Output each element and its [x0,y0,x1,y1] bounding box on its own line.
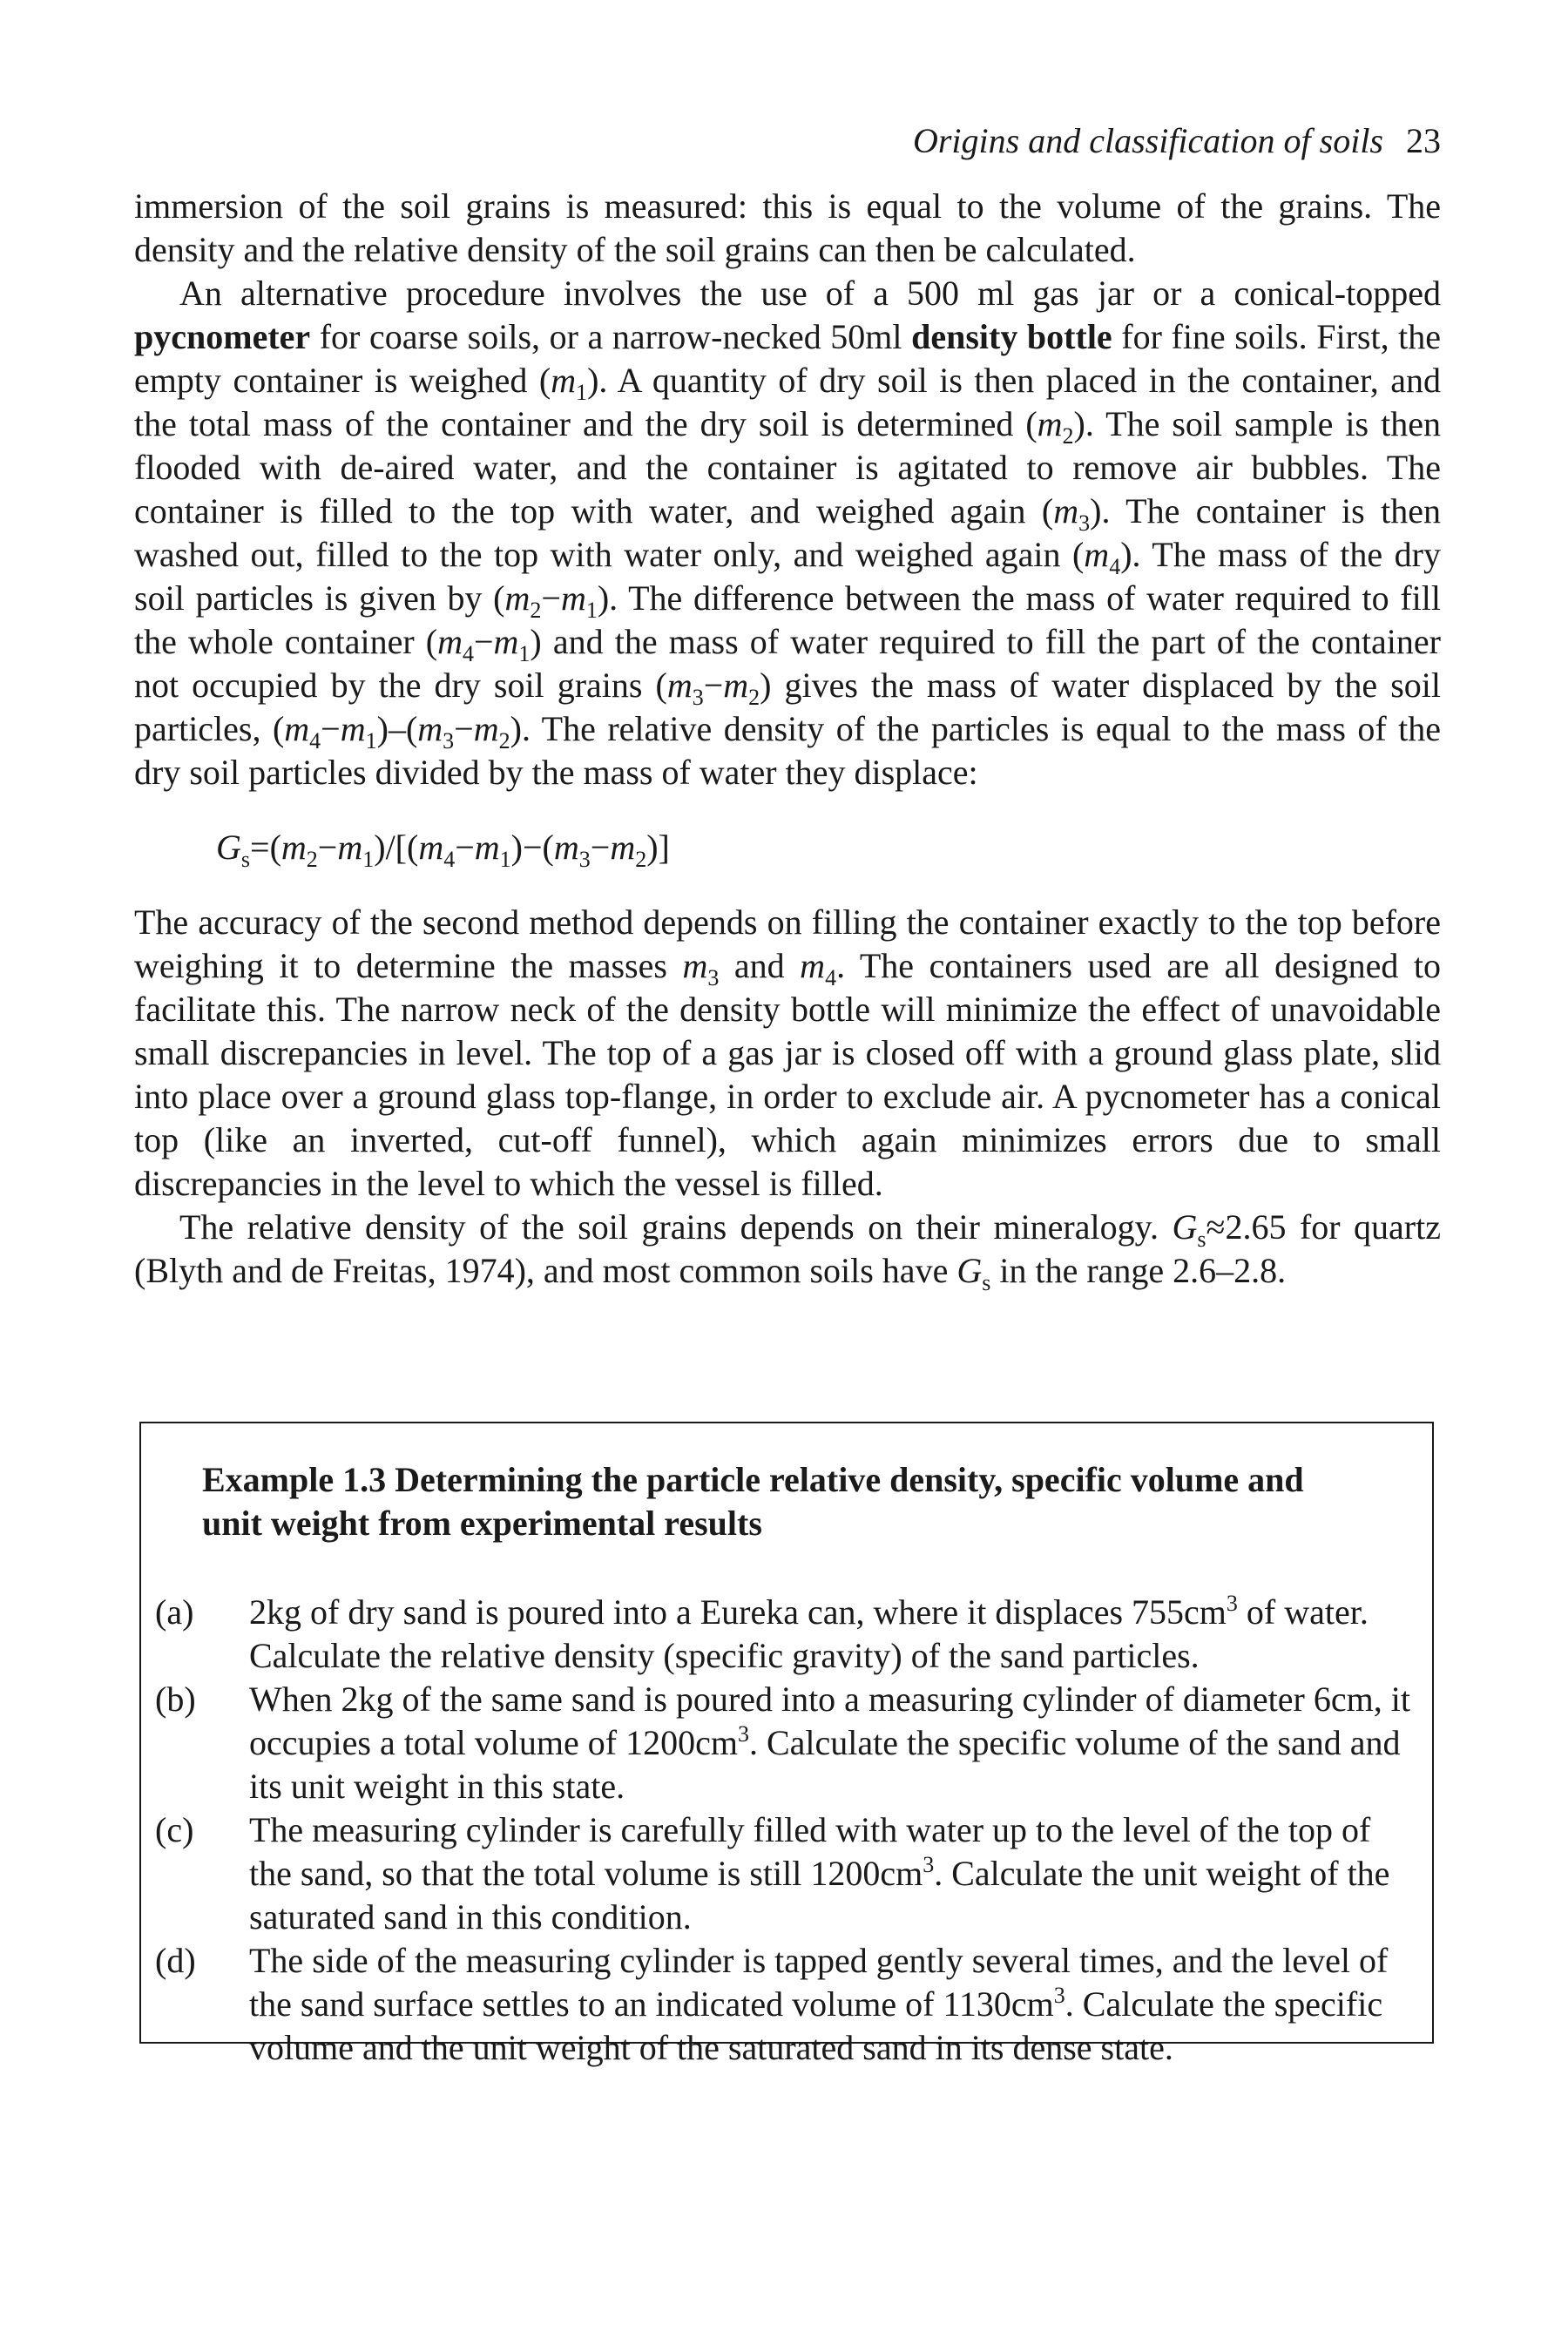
paragraph-3: The accuracy of the second method depends on filling the container exactly to the top before weighing it to determine the masses $m_3$ and $m_4$. The containers used are all designed to facilitate this. The narrow neck of the density bottle will minimize the effect of unavoidable small discrepancies in level. The top of a gas jar is closed off with a ground glass plate, slid into place over a ground glass top-flange, in order to exclude air. A pycnometer has a conical top (like an inverted, cut-off funnel), which again minimizes errors due to small discrepancies in the level to which the vessel is filled. [134,902,1441,1203]
paragraph-4: The relative density of the soil grains depends on their mineralogy. $G_s\approx 2.65$ for quartz (Blyth and de Freitas, 1974), and most common soils have $G_s$ in the range 2.6–2.8. [134,1207,1441,1295]
example-box [139,1422,1434,2067]
body-text [134,185,1441,1293]
example-item-c: (c) The measuring cylinder is carefully filled with water up to the level of the top of the sand, so that the total volume is still $1200cm^3$. Calculate the unit weight of the saturated sand in this condition. [155,1810,1390,1936]
equation-gs: $G_s=(m_2-m_1)/[(m_4-m_1)-(m_3-m_2)]$ [216,828,670,872]
running-header-title: Origins and classification of soils [912,121,1383,160]
paragraph-2: An alternative procedure involves the use of a 500 ml gas jar or a conical-topped pycnometer for coarse soils, or a narrow-necked 50ml density bottle for fine soils. First, the empty container is weighed $(m_1)$. A quantity of dry soil is then placed in the container, and the total mass of the container and the dry soil is determined $(m_2)$. The soil sample is then flooded with de-aired water, and the container is agitated to remove air bubbles. The container is filled to the top with water, and weighed again $(m_3)$. The container is then washed out, filled to the top with water only, and weighed again $(m_4)$. The mass of the dry soil particles is given by $(m_2-m_1)$. The difference between the mass of water required to fill the whole container $(m_4-m_1)$ and the mass of water required to fill the part of the container not occupied by the dry soil grains $(m_3-m_2)$ gives the mass of water displaced by the soil particles, $(m_4-m_1)-(m_3-m_2)$. The relative density of the particles is equal to the mass of the dry soil particles divided by the mass of water they displace: [134,274,1442,792]
item-label: (c) [155,1810,194,1849]
example-item-a: (a) 2kg of dry sand is poured into a Eureka can, where it displaces $755cm^3$ of water. Calculate the relative density (specific gravity) of the sand particles. [155,1591,1369,1675]
page-number: 23 [1406,121,1441,160]
item-label: (b) [155,1680,196,1719]
item-label: (d) [155,1941,196,1980]
paragraph-1: immersion of the soil grains is measured: this is equal to the volume of the grains. The density and the relative density of the soil grains can then be calculated. [134,186,1441,269]
example-item-d: (d) The side of the measuring cylinder is tapped gently several times, and the level of the sand surface settles to an indicated volume of $1130cm^3$. Calculate the specific volume and the unit weight of the saturated sand in its dense state. [155,1941,1389,2067]
item-label: (a) [155,1592,194,1632]
running-header [913,120,1441,162]
term-density-bottle: density bottle [911,317,1112,356]
term-pycnometer: pycnometer [134,317,311,356]
example-title: Example 1.3 Determining the particle relative density, specific volume and unit weight from experimental results [202,1460,1304,1543]
example-item-b: (b) When 2kg of the same sand is poured into a measuring cylinder of diameter 6cm, it occupies a total volume of $1200cm^3$. Calculate the specific volume of the sand and its unit weight in this state. [155,1680,1410,1806]
example-items [155,1591,1418,2070]
